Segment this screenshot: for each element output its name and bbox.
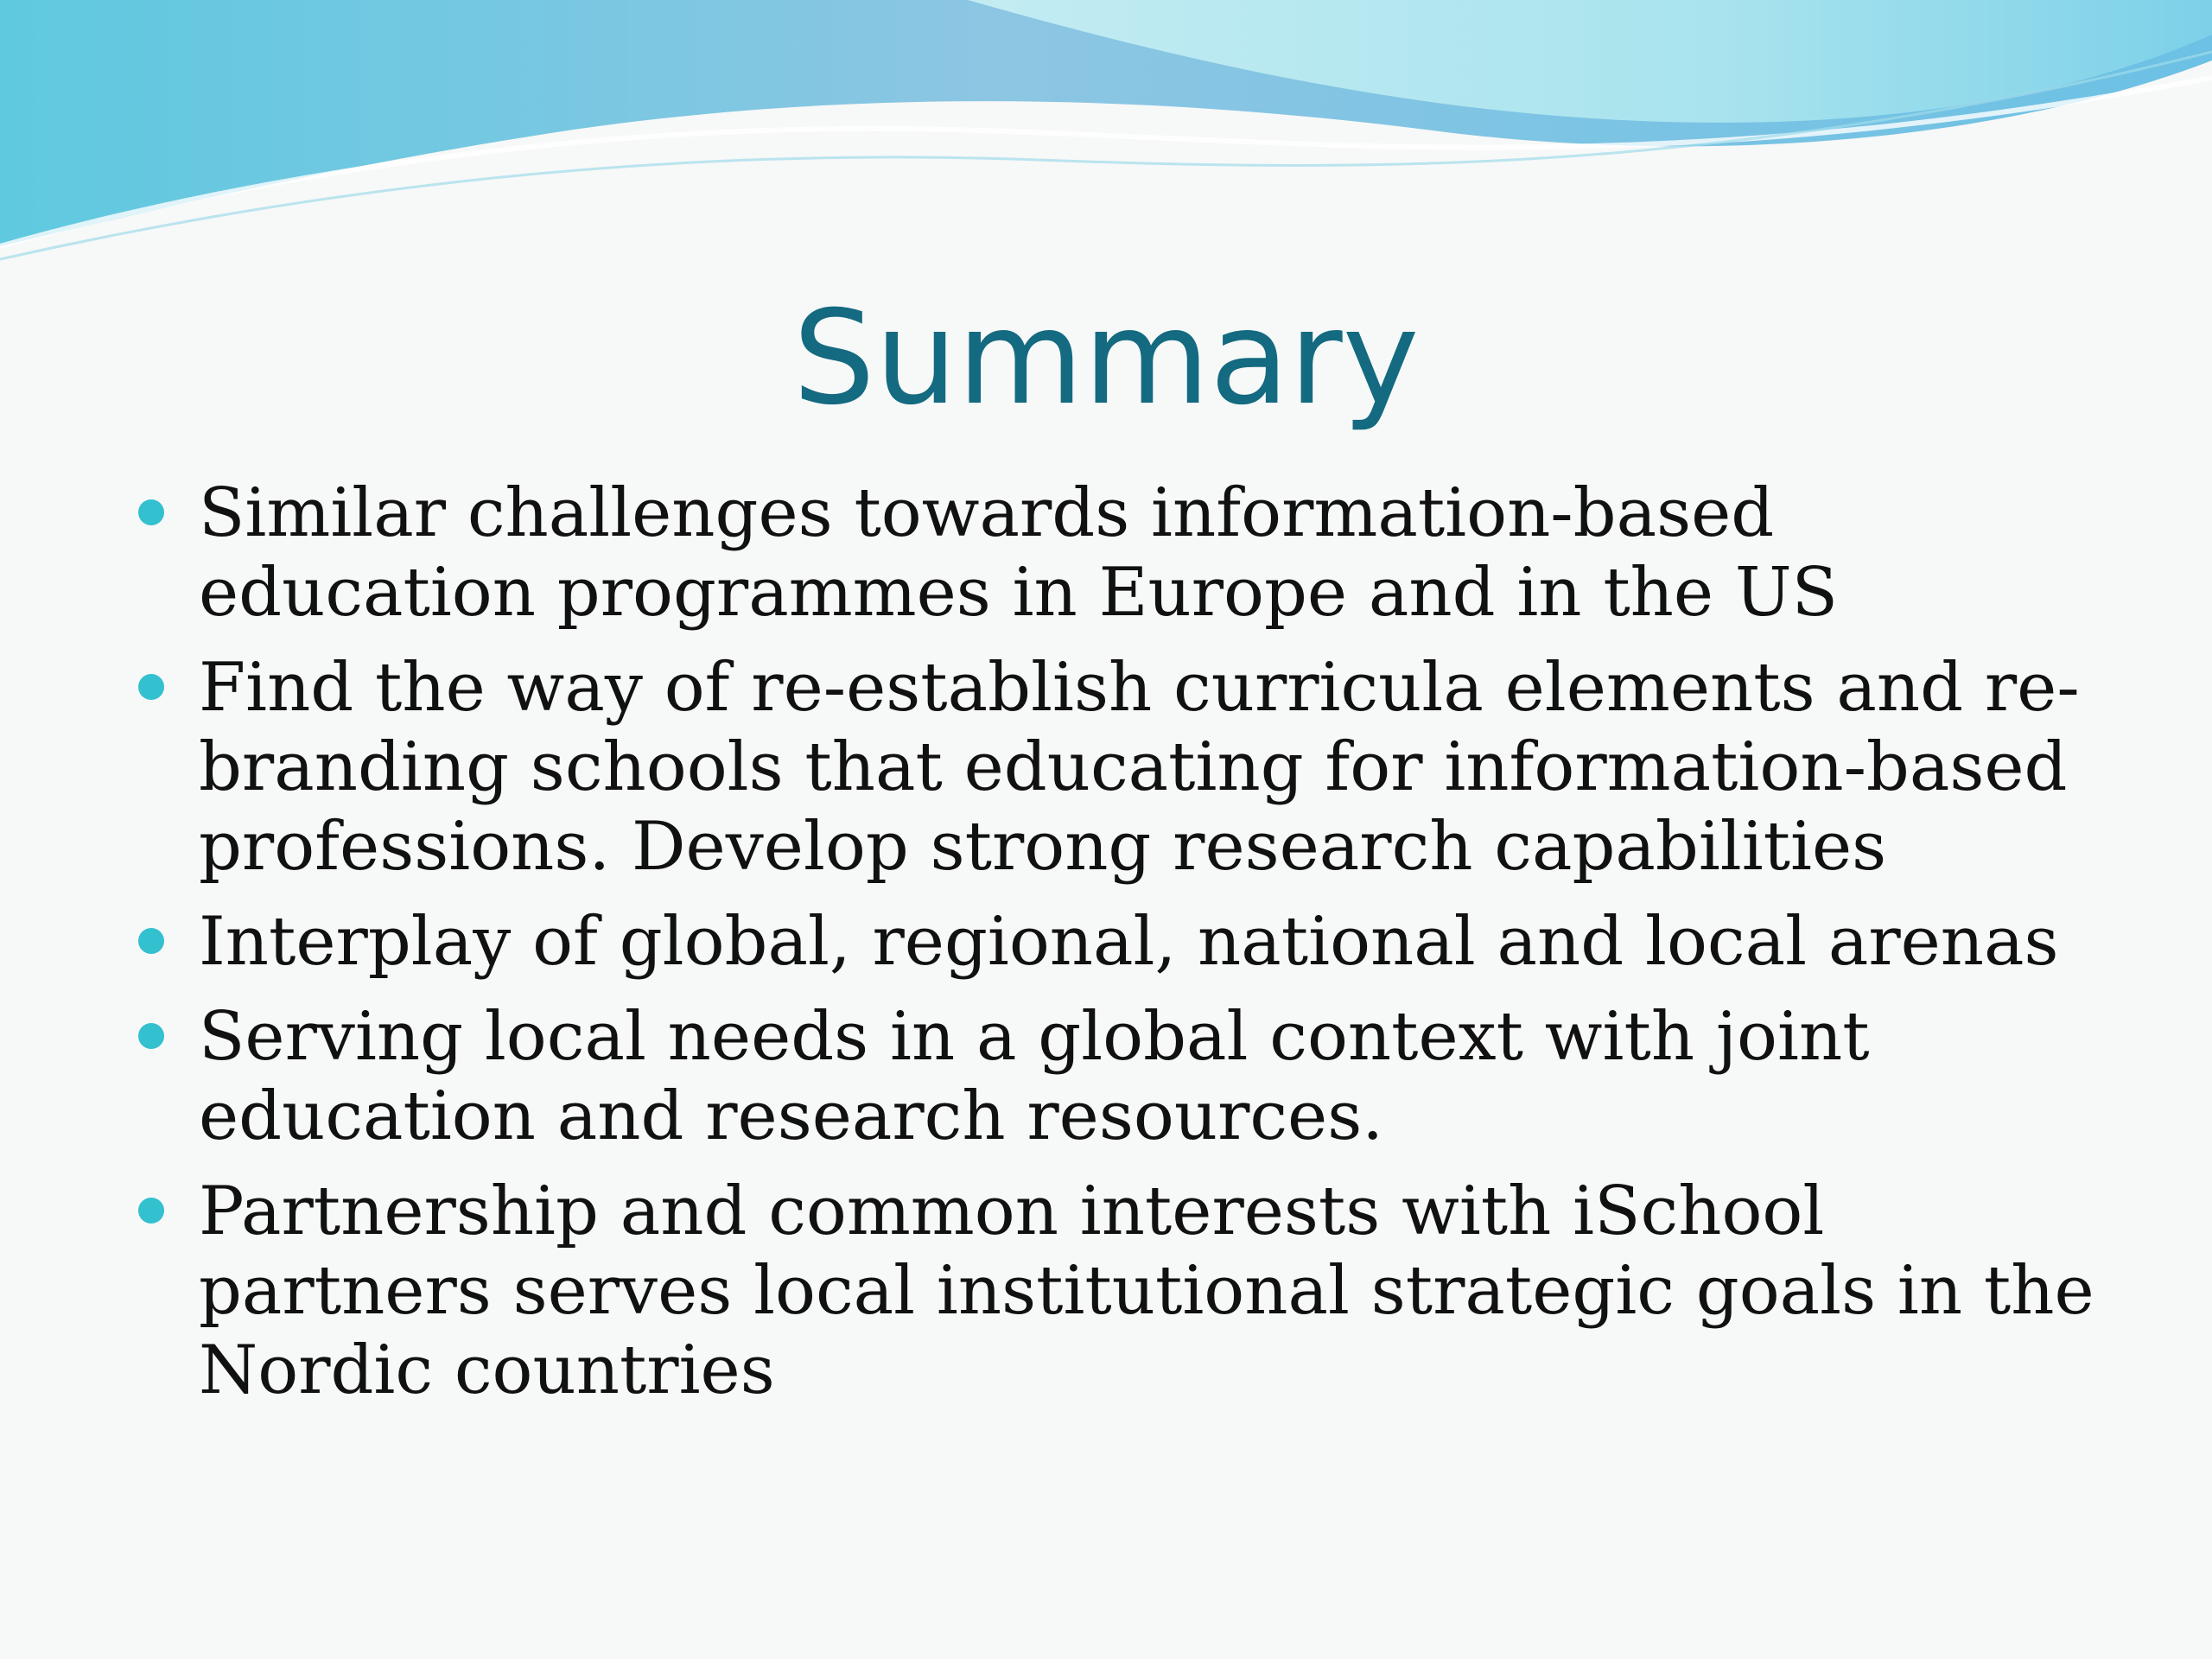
bullet-dot-icon xyxy=(138,674,164,700)
bullet-text: Interplay of global, regional, national and local arenas xyxy=(199,903,2059,981)
bullet-text: Similar challenges towards information-based education programmes in Europe and in the US xyxy=(199,474,1839,632)
bullet-item xyxy=(138,648,2126,887)
bullet-dot-icon xyxy=(138,1023,164,1049)
bullet-text: Serving local needs in a global context with joint education and research resources. xyxy=(199,998,1870,1155)
bullet-text: Find the way of re-establish curricula elements and re-branding schools that educating for information-based professions. Develop strong research capabilities xyxy=(199,649,2080,886)
slide-title: Summary xyxy=(792,283,1420,434)
bullet-item xyxy=(138,997,2126,1156)
bullet-item xyxy=(138,1172,2126,1410)
bullet-list xyxy=(138,474,2126,1426)
bullet-item xyxy=(138,902,2126,982)
bullet-dot-icon xyxy=(138,928,164,954)
decorative-wave xyxy=(0,0,2212,276)
bullet-dot-icon xyxy=(138,499,164,525)
bullet-item xyxy=(138,474,2126,632)
bullet-text: Partnership and common interests with iSchool partners serves local institutional strategic goals in the Nordic countries xyxy=(199,1173,2094,1409)
bullet-dot-icon xyxy=(138,1198,164,1224)
